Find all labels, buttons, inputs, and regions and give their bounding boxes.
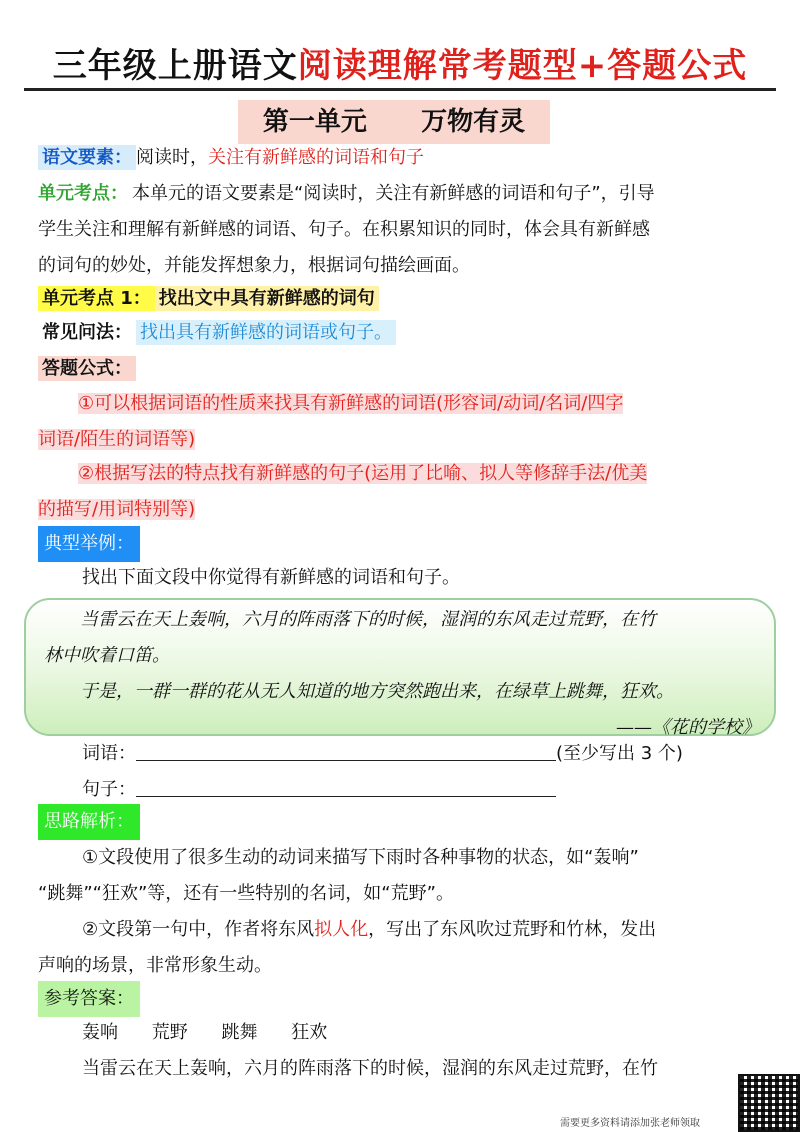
formula-row <box>38 351 764 387</box>
title-red-part: 阅读理解常考题型+答题公式 <box>297 46 748 86</box>
document-title <box>0 38 800 87</box>
example-label-row <box>38 526 764 562</box>
point1-row <box>38 281 764 317</box>
analysis-p1: ①文段使用了很多生动的动词来描写下雨时各种事物的状态，如“轰响” “跳舞”“狂欢”等，还有一些特别的名词，如“荒野”。 <box>38 847 639 904</box>
answer-label: 参考答案： <box>38 981 140 1017</box>
passage-p2: 于是，一群一群的花从无人知道的地方突然跑出来，在绿草上跳舞，狂欢。 <box>80 681 674 702</box>
formula-item1: ①可以根据词语的性质来找具有新鲜感的词语(形容词/动词/名词/四字 词语/陌生的词语等) <box>38 393 624 450</box>
point1-text: 找出文中具有新鲜感的词句 <box>155 286 379 311</box>
unit-points-label: 单元考点： <box>38 183 128 204</box>
elements-row <box>38 140 764 176</box>
answer-word: 狂欢 <box>291 1022 328 1043</box>
sentence-label: 句子： <box>82 779 136 800</box>
example-label: 典型举例： <box>38 526 140 562</box>
elements-red-text: 关注有新鲜感的词语和句子 <box>208 147 424 168</box>
passage-source: ——《花的学校》 <box>616 717 760 738</box>
words-answer-line[interactable] <box>136 738 556 761</box>
answer-word: 跳舞 <box>221 1022 258 1043</box>
title-black-part: 三年级上册语文 <box>52 46 298 86</box>
sentence-answer-row <box>38 772 800 808</box>
qr-code <box>738 1074 800 1132</box>
answer-sentence: 当雷云在天上轰响，六月的阵雨落下的时候，湿润的东风走过荒野，在竹 <box>82 1058 658 1079</box>
point1-label: 单元考点 1： <box>38 286 155 311</box>
passage-p1-line2: 林中吹着口笛。 <box>44 645 170 666</box>
answer-word: 轰响 <box>82 1022 118 1043</box>
unit-points-block <box>38 176 764 284</box>
common-question-label: 常见问法： <box>42 322 132 343</box>
words-note: (至少写出 3 个) <box>556 743 683 764</box>
common-question-text: 找出具有新鲜感的词语或句子。 <box>136 320 396 345</box>
answer-word: 荒野 <box>151 1022 188 1043</box>
elements-label: 语文要素： <box>38 145 136 170</box>
analysis-label: 思路解析： <box>38 804 140 840</box>
unit-points-line1: 单元考点： 本单元的语文要素是“阅读时，关注有新鲜感的词语和句子”，引导 <box>38 183 655 204</box>
formula-item2: ②根据写法的特点找有新鲜感的句子(运用了比喻、拟人等修辞手法/优美 的描写/用词特别等) <box>38 463 648 520</box>
sentence-answer-line[interactable] <box>136 774 556 797</box>
common-question-row <box>38 315 764 351</box>
analysis-p2: ②文段第一句中，作者将东风拟人化，写出了东风吹过荒野和竹林，发出 声响的场景，非常形象生动。 <box>38 919 657 976</box>
passage-p1-line1: 当雷云在天上轰响，六月的阵雨落下的时候，湿润的东风走过荒野，在竹 <box>80 609 656 630</box>
words-label: 词语： <box>82 743 136 764</box>
formula-label: 答题公式： <box>38 356 136 381</box>
passage-box <box>24 598 776 736</box>
title-rule <box>24 88 776 91</box>
answer-words <box>38 1015 800 1051</box>
example-instruction: 找出下面文段中你觉得有新鲜感的词语和句子。 <box>82 567 460 588</box>
answer-label-row <box>38 981 764 1017</box>
unit-points-line2: 学生关注和理解有新鲜感的词语、句子。在积累知识的同时，体会具有新鲜感 <box>38 219 650 240</box>
footer-note: 需要更多资料请添加张老师领取 <box>560 1118 700 1129</box>
unit-points-line3: 的词句的妙处，并能发挥想象力，根据词句描绘画面。 <box>38 255 470 276</box>
analysis-label-row <box>38 804 764 840</box>
elements-prefix: 阅读时， <box>136 147 208 168</box>
words-answer-row <box>38 736 800 772</box>
analysis-highlight: 拟人化 <box>314 919 369 940</box>
unit-banner: 第一单元 万物有灵 <box>238 100 550 144</box>
